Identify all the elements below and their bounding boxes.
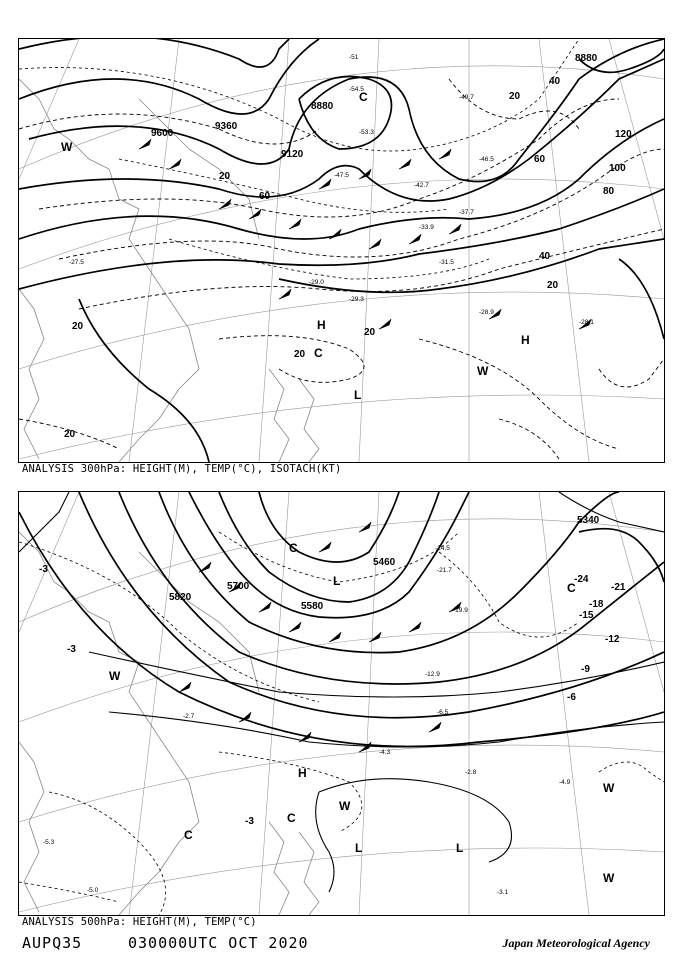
svg-text:-29.0: -29.0 <box>309 279 324 286</box>
system-w: W <box>109 669 121 683</box>
svg-text:-4.9: -4.9 <box>559 779 571 786</box>
system-cold: C <box>567 581 576 595</box>
system-cold: C <box>314 346 323 360</box>
svg-text:-5.3: -5.3 <box>43 839 55 846</box>
height-label: 5700 <box>227 581 250 592</box>
isotach-label: 40 <box>549 76 561 87</box>
isotherm-label: -3 <box>39 564 48 575</box>
station-values-500 <box>43 545 571 896</box>
system-cold: C <box>359 90 368 104</box>
map-500hpa-svg <box>19 492 664 915</box>
system-cold: C <box>289 541 298 555</box>
graticule-300 <box>19 39 664 462</box>
isotherm-label: -12 <box>605 634 620 645</box>
svg-text:-31.5: -31.5 <box>439 259 454 266</box>
isotach-label: 120 <box>615 129 632 140</box>
isotach-label: 80 <box>603 186 615 197</box>
isotach-label: 100 <box>609 163 626 174</box>
svg-text:-27.5: -27.5 <box>69 259 84 266</box>
svg-text:-54.5: -54.5 <box>349 86 364 93</box>
svg-text:-24.5: -24.5 <box>435 545 450 552</box>
system-cold: C <box>287 811 296 825</box>
svg-text:-2.7: -2.7 <box>183 713 195 720</box>
system-cold: C <box>184 828 193 842</box>
isotach-label: 20 <box>364 327 376 338</box>
isotach-label: 20 <box>219 171 231 182</box>
svg-text:-28.1: -28.1 <box>579 319 594 326</box>
isotherm-label: -21 <box>611 582 626 593</box>
svg-text:-12.9: -12.9 <box>425 671 440 678</box>
height-contours-500 <box>19 492 664 746</box>
map-300hpa-svg <box>19 39 664 462</box>
height-label: 8880 <box>311 101 334 112</box>
isotherm-label: -9 <box>581 664 590 675</box>
wind-barbs-300 <box>139 139 591 329</box>
isotach-label: 20 <box>509 91 521 102</box>
isotach-label: 20 <box>547 280 559 291</box>
svg-text:-53.3: -53.3 <box>359 129 374 136</box>
svg-text:-33.9: -33.9 <box>419 224 434 231</box>
system-w: W <box>477 364 489 378</box>
svg-text:-29.3: -29.3 <box>349 296 364 303</box>
svg-text:-4.3: -4.3 <box>379 749 391 756</box>
map-panel-300hpa <box>18 38 665 463</box>
isotherms-500 <box>19 492 664 915</box>
system-low: L <box>354 388 362 402</box>
height-label: 5460 <box>373 557 396 568</box>
isotach-label: 40 <box>539 251 551 262</box>
system-w: W <box>603 871 615 885</box>
isotach-label: 20 <box>72 321 84 332</box>
svg-text:-6.5: -6.5 <box>437 709 449 716</box>
svg-text:-37.7: -37.7 <box>459 209 474 216</box>
agency-name: Japan Meteorological Agency <box>502 936 650 950</box>
svg-text:-49.7: -49.7 <box>459 94 474 101</box>
isotherm-label: -24 <box>574 574 589 585</box>
system-high: H <box>298 766 307 780</box>
svg-text:-46.5: -46.5 <box>479 156 494 163</box>
isotherm-label: -3 <box>67 644 76 655</box>
svg-text:-28.9: -28.9 <box>479 309 494 316</box>
svg-text:-5.0: -5.0 <box>87 887 99 894</box>
height-label: 5580 <box>301 601 324 612</box>
svg-text:-21.7: -21.7 <box>437 567 452 574</box>
isotach-label: 60 <box>259 191 271 202</box>
isotherm-label: -18 <box>589 599 604 610</box>
system-low: L <box>456 841 464 855</box>
system-low: L <box>355 841 363 855</box>
system-w: W <box>61 140 73 154</box>
svg-text:-47.5: -47.5 <box>334 172 349 179</box>
height-contours-300 <box>19 39 664 462</box>
chart-code: AUPQ35 <box>22 934 83 952</box>
caption-300hpa: ANALYSIS 300hPa: HEIGHT(M), TEMP(°C), ISOTACH(KT) <box>22 463 342 475</box>
svg-text:-3.1: -3.1 <box>497 889 509 896</box>
height-label: 5820 <box>169 592 192 603</box>
isotach-label: 20 <box>64 429 76 440</box>
isotherm-label: -3 <box>245 816 254 827</box>
height-label: 9120 <box>281 149 304 160</box>
system-w: W <box>603 781 615 795</box>
isotach-labels-300 <box>64 76 632 440</box>
isotherm-label: -6 <box>567 692 576 703</box>
coastline-500 <box>19 532 319 915</box>
height-label: 9600 <box>151 128 174 139</box>
map-panel-500hpa <box>18 491 665 916</box>
svg-text:-19.9: -19.9 <box>453 607 468 614</box>
svg-text:-2.8: -2.8 <box>465 769 477 776</box>
system-high: H <box>521 333 530 347</box>
isotach-label: 60 <box>534 154 546 165</box>
graticule-500 <box>19 492 664 915</box>
height-label: 8880 <box>575 53 598 64</box>
svg-text:-42.7: -42.7 <box>414 182 429 189</box>
system-low: L <box>333 574 341 588</box>
height-label: 9360 <box>215 121 238 132</box>
isotach-label: 20 <box>294 349 306 360</box>
height-label: 5340 <box>577 515 600 526</box>
svg-text:-51: -51 <box>349 54 359 61</box>
caption-500hpa: ANALYSIS 500hPa: HEIGHT(M), TEMP(°C) <box>22 916 257 928</box>
valid-time: 030000UTC OCT 2020 <box>128 934 309 952</box>
system-w: W <box>339 799 351 813</box>
isotherm-label: -15 <box>579 610 594 621</box>
system-high: H <box>317 318 326 332</box>
